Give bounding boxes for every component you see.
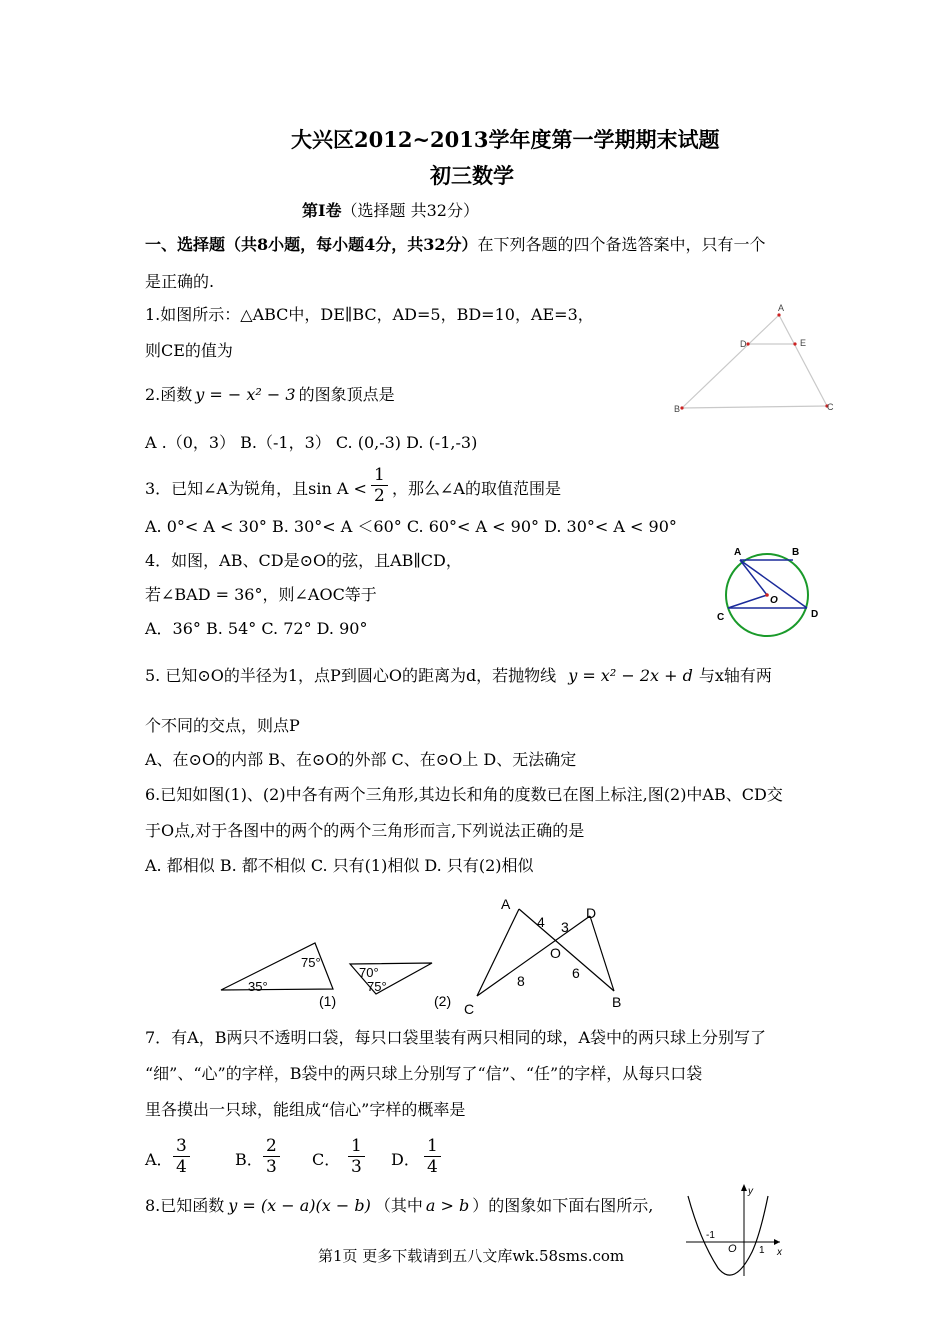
q4-options: A．36° B. 54° C. 72° D. 90°	[145, 619, 368, 638]
q5-formula: y = x² − 2x + d	[568, 666, 693, 685]
page-footer: 第1页 更多下载请到五八文库wk.58sms.com	[318, 1247, 625, 1265]
q5-line2: 个不同的交点，则点P	[145, 716, 300, 735]
q7-option-b-fraction	[263, 1136, 280, 1177]
q8-suffix: ）的图象如下面右图所示,	[472, 1196, 654, 1215]
fig1-angle-35: 35°	[248, 979, 268, 994]
label-c: C	[717, 612, 725, 623]
instructions	[145, 235, 766, 255]
q7-option-d-den: 4	[427, 1157, 438, 1177]
fig2-label-o: O	[550, 945, 561, 961]
q4-line2: 若∠BAD = 36°，则∠AOC等于	[145, 585, 377, 604]
q6-line2: 于O点,对于各图中的两个的两个三角形而言,下列说法正确的是	[145, 821, 585, 840]
axis-y-label: y	[748, 1186, 753, 1197]
q8-prefix: 8.已知函数	[145, 1196, 225, 1215]
q2-text	[145, 385, 395, 405]
q5-prefix: 5. 已知⊙O的半径为1，点P到圆心O的距离为d，若抛物线	[145, 666, 557, 685]
fig2-length-6: 6	[572, 965, 580, 981]
fig2-length-4: 4	[537, 914, 545, 930]
section-heading	[302, 201, 479, 221]
q1-triangle-figure	[668, 298, 843, 418]
q6-line1: 6.已知如图(1)、(2)中各有两个三角形,其边长和角的度数已在图上标注,图(2)中AB、CD交	[145, 785, 783, 804]
q2-formula: y = − x² − 3	[195, 385, 296, 404]
label-a: A	[734, 547, 742, 558]
fig2-label: (2)	[434, 993, 452, 1009]
fig1-angle-70: 70°	[359, 965, 379, 980]
fig2-label-c: C	[464, 1001, 475, 1017]
section-note: （选择题 共32分）	[341, 201, 479, 220]
fig2-length-8: 8	[517, 973, 525, 989]
q7-option-c-num: 1	[348, 1136, 365, 1157]
label-b: B	[674, 404, 681, 414]
q7-option-a-den: 4	[176, 1157, 187, 1177]
q8-mid: （其中	[374, 1196, 423, 1215]
fig1-angle-75-b: 75°	[367, 979, 387, 994]
q2-options: A .（0，3） B.（-1，3） C. (0,-3) D. (-1,-3)	[145, 433, 478, 452]
q7-option-b-num: 2	[263, 1136, 280, 1157]
fig2-length-3: 3	[561, 919, 569, 935]
q7-option-d-letter: D．	[391, 1150, 420, 1169]
point-d	[746, 342, 749, 345]
q7-option-a-num: 3	[173, 1136, 190, 1157]
page-title: 大兴区2012~2013学年度第一学期期末试题	[291, 127, 720, 152]
q7-option-a-letter: A．	[145, 1150, 173, 1169]
q7-option-b-den: 3	[266, 1157, 277, 1177]
q3-options: A. 0°< A < 30° B. 30°< A ＜60° C. 60°< A < 90° D. 30°< A < 90°	[145, 517, 677, 536]
origin-label: O	[728, 1243, 737, 1255]
q6-triangles-figure	[215, 890, 635, 1020]
q8-parabola-figure	[682, 1180, 790, 1280]
q8-condition: a > b	[425, 1196, 470, 1215]
fig1-label: (1)	[319, 993, 337, 1009]
q7-options	[145, 1136, 485, 1184]
label-b: B	[792, 547, 800, 558]
q7-option-c-fraction	[348, 1136, 365, 1177]
fig1-angle-75-a: 75°	[301, 955, 321, 970]
label-a: A	[778, 303, 785, 313]
q7-option-a-fraction	[173, 1136, 190, 1177]
q7-line1: 7．有A，B两只不透明口袋，每只口袋里装有两只相同的球，A袋中的两只球上分别写了	[145, 1028, 767, 1047]
q3-suffix: ，那么∠A的取值范围是	[392, 479, 561, 498]
point-a	[777, 313, 780, 316]
fig2-label-d: D	[586, 905, 597, 921]
q1-line2: 则CE的值为	[145, 341, 233, 360]
instructions-text: 在下列各题的四个备选答案中，只有一个	[477, 235, 766, 254]
label-o: O	[770, 595, 778, 606]
fig2-label-a: A	[501, 896, 511, 912]
q8-formula: y = (x − a)(x − b)	[228, 1196, 371, 1215]
tick-1: 1	[759, 1245, 765, 1256]
q1-line1: 1.如图所示：△ABC中，DE∥BC，AD=5，BD=10，AE=3，	[145, 305, 594, 324]
instructions-line2: 是正确的.	[145, 272, 215, 291]
center-o	[765, 593, 769, 597]
q2-prefix: 2.函数	[145, 385, 193, 404]
label-c: C	[827, 402, 834, 412]
point-b	[680, 406, 683, 409]
q3-fraction	[371, 465, 388, 506]
page-subtitle: 初三数学	[430, 163, 514, 188]
q7-option-c-letter: C．	[312, 1150, 341, 1169]
q7-option-b-letter: B．	[235, 1150, 263, 1169]
label-d: D	[811, 609, 819, 620]
q7-option-d-num: 1	[424, 1136, 441, 1157]
fig2-label-b: B	[612, 994, 622, 1010]
q8-text	[145, 1196, 653, 1216]
label-e: E	[800, 338, 807, 348]
tick-neg1: -1	[706, 1230, 715, 1241]
q5-line1	[145, 666, 772, 686]
section-label: 第Ⅰ卷	[302, 201, 342, 220]
axis-x-label: x	[777, 1247, 782, 1258]
q7-option-c-den: 3	[351, 1157, 362, 1177]
point-e	[793, 342, 796, 345]
q4-line1: 4．如图，AB、CD是⊙O的弦，且AB∥CD，	[145, 551, 462, 570]
q7-option-d-fraction	[424, 1136, 441, 1177]
q4-circle-figure	[712, 543, 827, 643]
label-d: D	[740, 339, 747, 349]
q7-line3: 里各摸出一只球，能组成“信心”字样的概率是	[145, 1100, 466, 1119]
q5-suffix: 与x轴有两	[698, 666, 772, 685]
q5-options: A、在⊙O的内部 B、在⊙O的外部 C、在⊙O上 D、无法确定	[145, 750, 577, 769]
q2-suffix: 的图象顶点是	[298, 385, 395, 404]
instructions-bold: 一、选择题（共8小题，每小题4分，共32分）	[145, 235, 478, 254]
q3-prefix: 3．已知∠A为锐角，且sin A <	[145, 479, 367, 498]
q3-frac-num: 1	[371, 465, 388, 486]
q7-line2: “细”、“心”的字样，B袋中的两只球上分别写了“信”、“任”的字样，从每只口袋	[145, 1064, 703, 1083]
q3-frac-den: 2	[374, 486, 385, 506]
q6-options: A. 都相似 B. 都不相似 C. 只有(1)相似 D. 只有(2)相似	[145, 856, 534, 875]
